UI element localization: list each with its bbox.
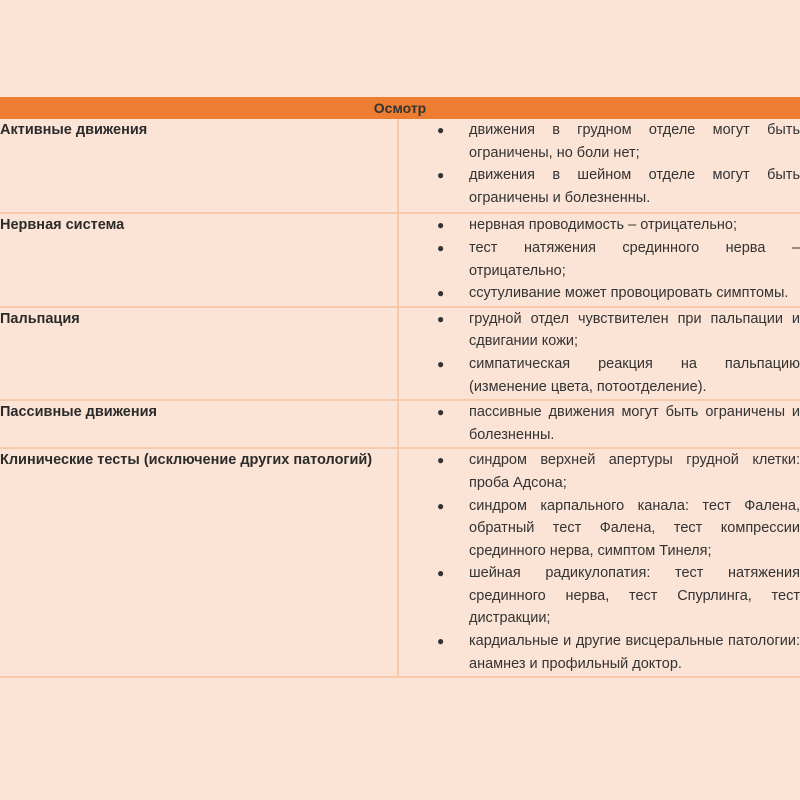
row-label: Нервная система bbox=[0, 213, 398, 306]
list-item: ● движения в грудном отделе могут быть ограничены, но боли нет; bbox=[399, 119, 800, 164]
row-label: Пассивные движения bbox=[0, 400, 398, 448]
bullet-icon: ● bbox=[437, 218, 445, 233]
table-header-row bbox=[0, 97, 800, 119]
bullet-icon: ● bbox=[437, 453, 445, 468]
table-row bbox=[0, 213, 800, 306]
table-row bbox=[0, 307, 800, 400]
row-items bbox=[398, 119, 800, 213]
list-item: ● грудной отдел чувствителен при пальпации и сдвигании кожи; bbox=[399, 308, 800, 353]
table-row bbox=[0, 448, 800, 677]
list-item: ● пассивные движения могут быть ограничены и болезненны. bbox=[399, 401, 800, 447]
list-item: ● тест натяжения срединного нерва – отрицательно; bbox=[399, 237, 800, 282]
list-item: ● шейная радикулопатия: тест натяжения срединного нерва, тест Спурлинга, тест дистракции; bbox=[399, 562, 800, 630]
row-label: Пальпация bbox=[0, 307, 398, 400]
bullet-icon: ● bbox=[437, 405, 445, 420]
table-row bbox=[0, 400, 800, 448]
list-item: ● нервная проводимость – отрицательно; bbox=[399, 214, 800, 237]
bullet-icon: ● bbox=[437, 168, 445, 183]
bullet-icon: ● bbox=[437, 311, 445, 326]
table-row bbox=[0, 119, 800, 213]
list-item: ● движения в шейном отделе могут быть ограничены и болезненны. bbox=[399, 164, 800, 212]
bullet-icon: ● bbox=[437, 634, 445, 649]
list-item: ● симпатическая реакция на пальпацию (изменение цвета, потоотделение). bbox=[399, 353, 800, 399]
bullet-icon: ● bbox=[437, 566, 445, 581]
list-item: ● кардиальные и другие висцеральные патологии: анамнез и профильный доктор. bbox=[399, 630, 800, 676]
row-items bbox=[398, 400, 800, 448]
row-label: Клинические тесты (исключение других патологий) bbox=[0, 448, 398, 677]
list-item: ● ссутуливание может провоцировать симптомы. bbox=[399, 282, 800, 306]
list-item: ● синдром верхней апертуры грудной клетки: проба Адсона; bbox=[399, 449, 800, 494]
examination-table bbox=[0, 97, 800, 678]
bullet-icon: ● bbox=[437, 498, 445, 513]
bullet-icon: ● bbox=[437, 123, 445, 137]
row-label: Активные движения bbox=[0, 119, 398, 213]
row-items bbox=[398, 448, 800, 677]
row-items bbox=[398, 213, 800, 306]
bullet-icon: ● bbox=[437, 286, 445, 301]
list-item: ● синдром карпального канала: тест Фалена, обратный тест Фалена, тест компрессии срединного нерва, симптом Тинеля; bbox=[399, 495, 800, 563]
bullet-icon: ● bbox=[437, 240, 445, 255]
bullet-icon: ● bbox=[437, 356, 445, 371]
row-items bbox=[398, 307, 800, 400]
table-header: Осмотр bbox=[0, 97, 800, 119]
